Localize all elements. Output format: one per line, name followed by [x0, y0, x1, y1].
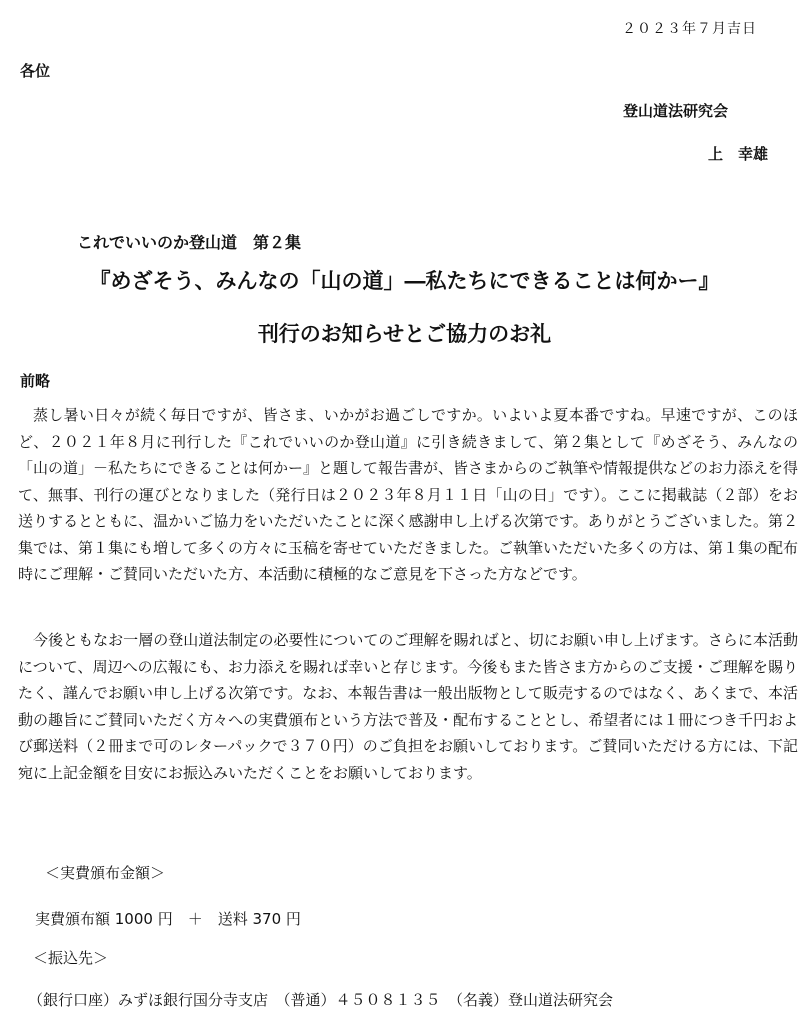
greeting: 前略 — [20, 372, 51, 390]
sub-title: 刊行のお知らせとご協力のお礼 — [257, 321, 552, 346]
recipient: 各位 — [20, 62, 51, 80]
bank-account-line: （銀行口座）みずほ銀行国分寺支店 （普通）４５０８１３５ （名義）登山道法研究会 — [28, 991, 614, 1009]
amount-line: 実費頒布額 1000 円 ＋ 送料 370 円 — [35, 910, 301, 928]
sender-organization: 登山道法研究会 — [623, 102, 729, 120]
document-date: ２０２３年７月吉日 — [622, 21, 757, 37]
body-paragraph-2: 今後ともなお一層の登山道法制定の必要性についてのご理解を賜ればと、切にお願い申し上げます。さらに本活動について、周辺への広報にも、お力添えを賜れば幸いと存じます。今後もまた皆さま方からのご支援・ご理解を賜りたく、謹んでお願い申し上げる次第です。なお、本報告書は一般出版物として販売するのではなく、あくまで、本活動の趣旨にご賛同いただく方々への実費頒布という方法で普及・配布することとし、希望者には１冊につき千円および郵送料（２冊まで可のレターパックで３７０円）のご負担をお願いしております。ご賛同いただける方には、下記宛に上記金額を目安にお振込みいただくことをお願いしております。 — [18, 631, 798, 782]
body-paragraph-1: 蒸し暑い日々が続く毎日ですが、皆さま、いかがお過ごしですか。いよいよ夏本番ですね。早速ですが、このほど、２０２１年８月に刊行した『これでいいのか登山道』に引き続きまして、第２集として『めざそう、みんなの「山の道」－私たちにできることは何かー』と題して報告書が、皆さまからのご執筆や情報提供などのお力添えを得て、無事、刊行の運びとなりました（発行日は２０２３年８月１１日「山の日」です）。ここに掲載誌（２部）をお送りするとともに、温かいご協力をいただいたことに深く感謝申し上げる次第です。ありがとうございました。第２集では、第１集にも増して多くの方々に玉稿を寄せていただきました。ご執筆いただいた多くの方は、第１集の配布時にご理解・ご賛同いただいた方、本活動に積極的なご意見を下さった方などです。 — [18, 406, 799, 583]
transfer-heading: ＜振込先＞ — [33, 949, 109, 967]
main-title: 『めざそう、みんなの「山の道」―私たちにできることは何かー』 — [89, 268, 720, 293]
sender-name: 上 幸雄 — [708, 145, 769, 163]
series-title: これでいいのか登山道 第２集 — [77, 233, 302, 252]
amount-heading: ＜実費頒布金額＞ — [45, 864, 166, 882]
